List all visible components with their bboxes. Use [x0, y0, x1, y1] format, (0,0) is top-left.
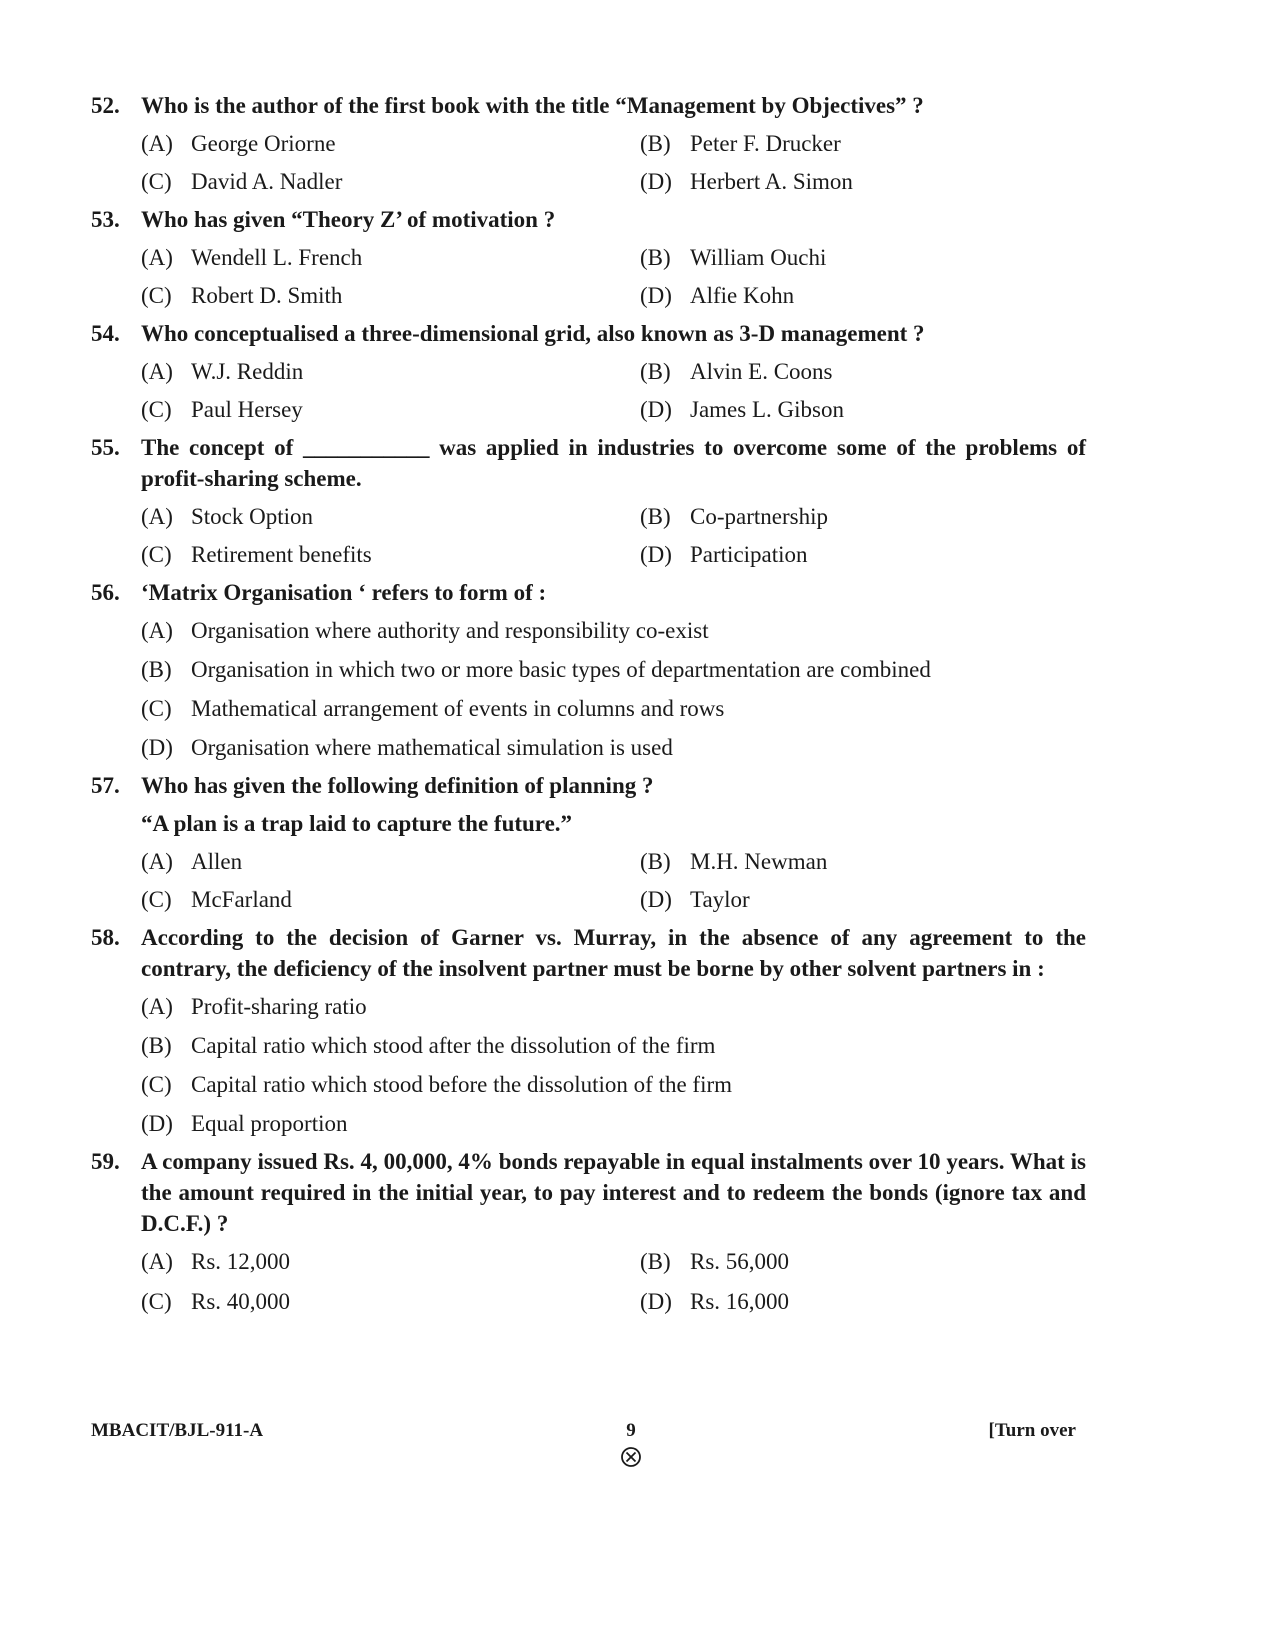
option-letter: (D) — [640, 283, 672, 308]
option-letter: (C) — [141, 397, 172, 422]
option-text: James L. Gibson — [690, 397, 844, 422]
option-letter: (C) — [141, 1072, 172, 1097]
option-text: Rs. 40,000 — [191, 1289, 291, 1314]
paper-code: MBACIT/BJL-911-A — [91, 1420, 264, 1441]
option-c — [141, 539, 640, 570]
option-text: Alvin E. Coons — [690, 359, 833, 384]
option-letter: (B) — [640, 1249, 671, 1274]
question-list — [91, 90, 1086, 1317]
option-text: Rs. 16,000 — [690, 1289, 790, 1314]
option-c — [141, 166, 640, 197]
question-text: The concept of ___________ was applied in industries to overcome some of the problems of profit-sharing scheme. — [141, 435, 1086, 491]
option-d — [640, 394, 1086, 425]
option-text: William Ouchi — [690, 245, 827, 270]
option-c — [141, 1286, 640, 1317]
option-letter: (C) — [141, 169, 172, 194]
option-a — [141, 615, 1086, 646]
option-letter: (C) — [141, 887, 172, 912]
option-text: Rs. 12,000 — [191, 1249, 291, 1274]
option-d — [640, 884, 1086, 915]
options — [91, 501, 1086, 570]
question-54 — [91, 318, 1086, 425]
option-letter: (D) — [640, 542, 672, 567]
option-text: Organisation where mathematical simulation is used — [191, 735, 673, 760]
option-b — [141, 1030, 1086, 1061]
option-text: Herbert A. Simon — [690, 169, 853, 194]
option-a — [141, 356, 640, 387]
option-text: Capital ratio which stood after the dissolution of the firm — [191, 1033, 716, 1058]
question-number: 58. — [91, 925, 120, 950]
option-text: Organisation where authority and responsibility co-exist — [191, 618, 709, 643]
option-text: Equal proportion — [191, 1111, 348, 1136]
options — [91, 615, 1086, 763]
question-number: 55. — [91, 435, 120, 460]
option-text: Participation — [690, 542, 808, 567]
option-a — [141, 128, 640, 159]
question-text: Who is the author of the first book with the title “Management by Objectives” ? — [141, 93, 924, 118]
option-letter: (B) — [141, 1033, 172, 1058]
page-number: 9 — [626, 1420, 636, 1441]
option-letter: (A) — [141, 1249, 173, 1274]
options — [91, 991, 1086, 1139]
option-b — [640, 242, 1086, 273]
option-letter: (A) — [141, 245, 173, 270]
question-58 — [91, 922, 1086, 1139]
options — [91, 242, 1086, 311]
option-a — [141, 242, 640, 273]
option-letter: (C) — [141, 696, 172, 721]
option-b — [640, 501, 1086, 532]
question-56 — [91, 577, 1086, 763]
question-59 — [91, 1146, 1086, 1317]
option-text: David A. Nadler — [191, 169, 343, 194]
option-letter: (D) — [640, 1289, 672, 1314]
option-letter: (A) — [141, 618, 173, 643]
option-text: Rs. 56,000 — [690, 1249, 790, 1274]
question-number: 56. — [91, 580, 120, 605]
option-d — [640, 280, 1086, 311]
option-letter: (B) — [640, 359, 671, 384]
circled-times-icon — [620, 1446, 642, 1468]
question-number: 52. — [91, 93, 120, 118]
option-d — [141, 1108, 1086, 1139]
option-a — [141, 501, 640, 532]
question-quote: “A plan is a trap laid to capture the future.” — [141, 811, 573, 836]
option-letter: (B) — [141, 657, 172, 682]
option-letter: (B) — [640, 131, 671, 156]
question-52 — [91, 90, 1086, 197]
option-text: Co-partnership — [690, 504, 828, 529]
option-text: Mathematical arrangement of events in columns and rows — [191, 696, 725, 721]
option-text: Allen — [191, 849, 243, 874]
options — [91, 1246, 1086, 1317]
option-text: Paul Hersey — [191, 397, 303, 422]
option-text: Retirement benefits — [191, 542, 372, 567]
option-d — [640, 166, 1086, 197]
option-letter: (B) — [640, 245, 671, 270]
option-letter: (D) — [640, 169, 672, 194]
option-letter: (D) — [141, 1111, 173, 1136]
option-letter: (C) — [141, 283, 172, 308]
question-text: Who has given “Theory Z’ of motivation ? — [141, 207, 556, 232]
option-letter: (D) — [640, 397, 672, 422]
option-text: M.H. Newman — [690, 849, 828, 874]
option-letter: (B) — [640, 849, 671, 874]
option-c — [141, 280, 640, 311]
option-b — [640, 846, 1086, 877]
option-text: George Oriorne — [191, 131, 336, 156]
question-text: Who conceptualised a three-dimensional grid, also known as 3-D management ? — [141, 321, 925, 346]
option-text: Wendell L. French — [191, 245, 363, 270]
option-text: Peter F. Drucker — [690, 131, 841, 156]
option-letter: (D) — [141, 735, 173, 760]
option-text: Capital ratio which stood before the dissolution of the firm — [191, 1072, 733, 1097]
option-letter: (C) — [141, 1289, 172, 1314]
question-53 — [91, 204, 1086, 311]
option-a — [141, 991, 1086, 1022]
option-text: Stock Option — [191, 504, 314, 529]
options — [91, 356, 1086, 425]
question-number: 59. — [91, 1149, 120, 1174]
option-d — [141, 732, 1086, 763]
option-letter: (A) — [141, 994, 173, 1019]
option-d — [640, 1286, 1086, 1317]
question-number: 54. — [91, 321, 120, 346]
options — [91, 128, 1086, 197]
question-text: According to the decision of Garner vs. Murray, in the absence of any agreement to the contrary, the deficiency of the insolvent partner must be borne by other solvent partners in : — [141, 925, 1086, 981]
option-c — [141, 1069, 1086, 1100]
question-number: 53. — [91, 207, 120, 232]
option-d — [640, 539, 1086, 570]
option-letter: (B) — [640, 504, 671, 529]
option-c — [141, 884, 640, 915]
option-text: Taylor — [690, 887, 750, 912]
options — [91, 846, 1086, 915]
question-text: ‘Matrix Organisation ‘ refers to form of : — [141, 580, 547, 605]
option-letter: (A) — [141, 849, 173, 874]
option-c — [141, 394, 640, 425]
option-text: Organisation in which two or more basic types of departmentation are combined — [191, 657, 931, 682]
question-text: Who has given the following definition of planning ? — [141, 773, 654, 798]
option-text: W.J. Reddin — [191, 359, 304, 384]
question-number: 57. — [91, 773, 120, 798]
option-a — [141, 1246, 640, 1277]
option-b — [141, 654, 1086, 685]
option-text: Profit-sharing ratio — [191, 994, 367, 1019]
turn-over-label: [Turn over — [988, 1420, 1076, 1441]
option-b — [640, 128, 1086, 159]
question-text: A company issued Rs. 4, 00,000, 4% bonds repayable in equal instalments over 10 years. What is the amount required in the initial year, to pay interest and to redeem the bonds (ignore tax and D.C.F.) ? — [141, 1149, 1086, 1236]
option-text: McFarland — [191, 887, 292, 912]
question-57 — [91, 770, 1086, 915]
option-b — [640, 1246, 1086, 1277]
option-letter: (C) — [141, 542, 172, 567]
option-letter: (A) — [141, 131, 173, 156]
option-letter: (A) — [141, 359, 173, 384]
option-c — [141, 693, 1086, 724]
option-letter: (A) — [141, 504, 173, 529]
option-b — [640, 356, 1086, 387]
option-text: Robert D. Smith — [191, 283, 343, 308]
question-55 — [91, 432, 1086, 570]
option-text: Alfie Kohn — [690, 283, 795, 308]
option-a — [141, 846, 640, 877]
option-letter: (D) — [640, 887, 672, 912]
page-footer — [91, 1420, 1076, 1480]
